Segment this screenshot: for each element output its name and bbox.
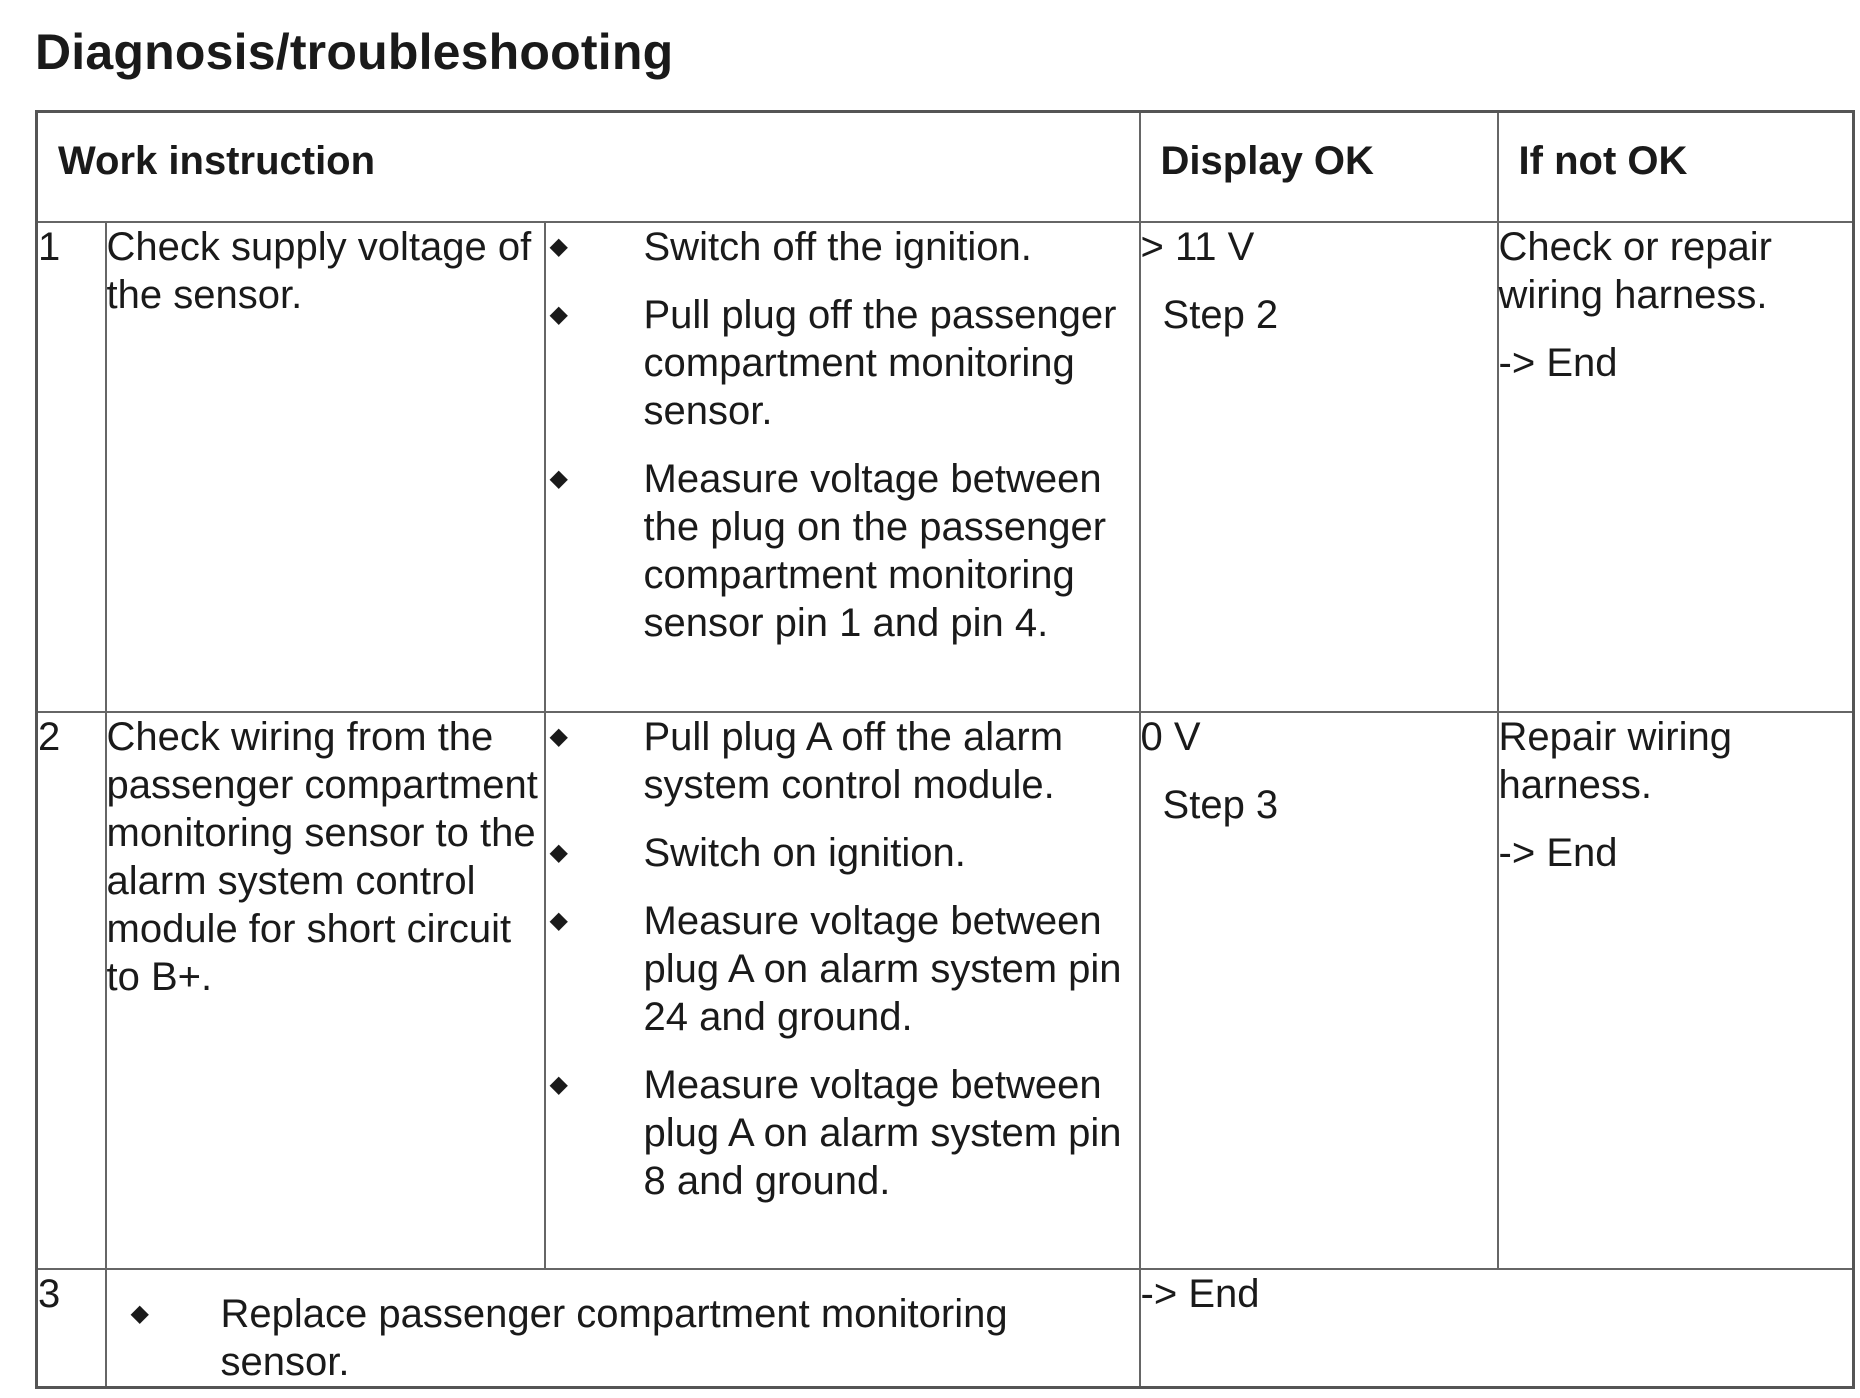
next-step-label: Step 3 [1162, 782, 1279, 827]
display-value: > 11 V [1140, 224, 1255, 269]
diamond-bullet-icon: ◆ [549, 838, 568, 866]
end-label: -> End [1498, 830, 1618, 875]
diamond-bullet-icon: ◆ [549, 722, 568, 750]
list-item [546, 223, 1139, 271]
list-item [546, 291, 1139, 435]
table-row [37, 222, 1854, 712]
diagnosis-table [35, 110, 1855, 1389]
step-number: 3 [37, 1269, 106, 1388]
display-value: 0 V [1140, 714, 1201, 759]
end-label: -> End [1140, 1271, 1260, 1316]
step-description: Check supply voltage of the sensor. [106, 222, 545, 712]
list-item [546, 713, 1139, 809]
step-number: 2 [37, 712, 106, 1269]
action-text: Switch off the ignition. [643, 224, 1032, 269]
page-title: Diagnosis/troubleshooting [35, 24, 674, 80]
diamond-bullet-icon: ◆ [549, 906, 568, 934]
header-display-ok: Display OK [1140, 112, 1498, 222]
if-not-ok-cell [1498, 712, 1854, 1269]
table-row [37, 712, 1854, 1269]
action-text: Pull plug off the passenger compartment monitoring sensor. [643, 292, 1117, 433]
diamond-bullet-icon: ◆ [549, 1070, 568, 1098]
table-header-row [37, 112, 1854, 222]
next-step-label: Step 2 [1162, 292, 1279, 337]
header-work-instruction: Work instruction [37, 112, 1140, 222]
list-item [107, 1270, 1139, 1386]
action-text: Switch on ignition. [643, 830, 966, 875]
diamond-bullet-icon: ◆ [130, 1299, 149, 1327]
header-if-not-ok: If not OK [1498, 112, 1854, 222]
action-text: Replace passenger compartment monitoring sensor. [220, 1291, 1008, 1384]
action-text: Measure voltage between plug A on alarm system pin 24 and ground. [643, 898, 1122, 1039]
list-item [546, 829, 1139, 877]
list-item [546, 897, 1139, 1041]
list-item [546, 455, 1139, 647]
diamond-bullet-icon: ◆ [549, 464, 568, 492]
action-text: Pull plug A off the alarm system control module. [643, 714, 1064, 807]
action-text: Measure voltage between the plug on the passenger compartment monitoring sensor pin 1 and pin 4. [643, 456, 1107, 645]
table-row [37, 1269, 1854, 1388]
display-ok-cell [1140, 222, 1498, 712]
remedy-text: Check or repair wiring harness. [1498, 224, 1772, 317]
action-text: Measure voltage between plug A on alarm system pin 8 and ground. [643, 1062, 1122, 1203]
step-description: Check wiring from the passenger compartment monitoring sensor to the alarm system control module for short circuit to B+. [106, 712, 545, 1269]
end-label: -> End [1498, 340, 1618, 385]
list-item [546, 1061, 1139, 1205]
action-list [546, 223, 1139, 647]
display-ok-cell [1140, 1269, 1854, 1388]
step-actions [545, 222, 1140, 712]
if-not-ok-cell [1498, 222, 1854, 712]
diamond-bullet-icon: ◆ [549, 300, 568, 328]
action-list [546, 713, 1139, 1205]
diamond-bullet-icon: ◆ [549, 232, 568, 260]
step-actions [545, 712, 1140, 1269]
display-ok-cell [1140, 712, 1498, 1269]
remedy-text: Repair wiring harness. [1498, 714, 1732, 807]
step-number: 1 [37, 222, 106, 712]
step-actions [106, 1269, 1140, 1388]
